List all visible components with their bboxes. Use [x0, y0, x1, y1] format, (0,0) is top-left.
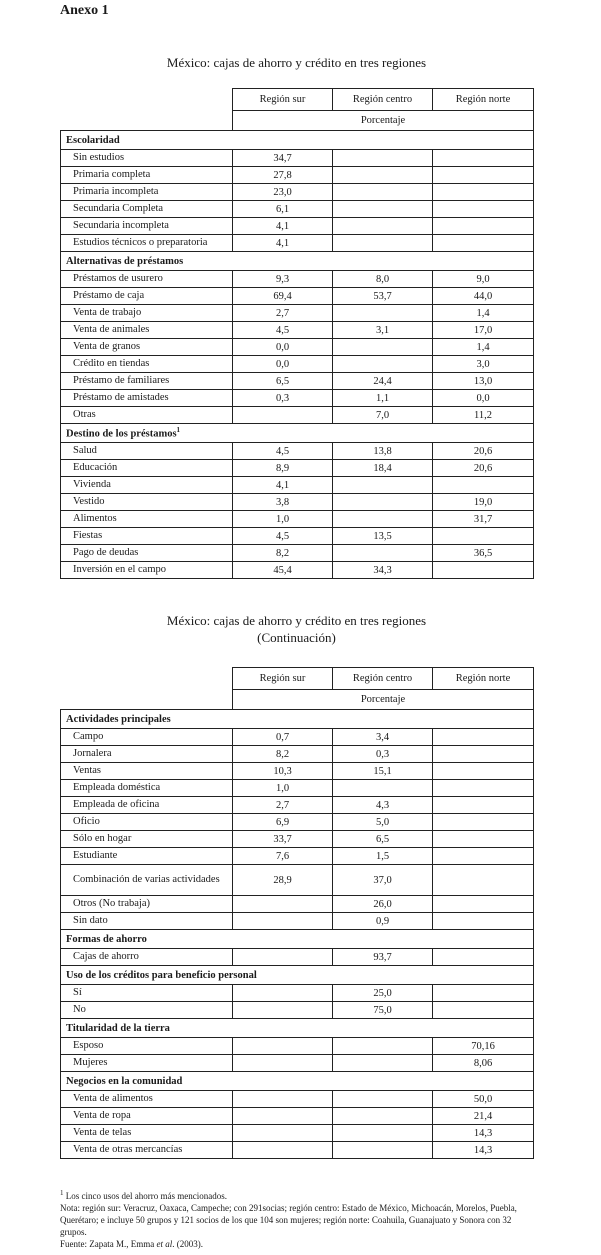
cell-region-centro: [333, 184, 433, 201]
row-label: Préstamo de amistades: [61, 390, 233, 407]
cell-region-norte: 11,2: [433, 407, 534, 424]
footnote-marker: 1: [60, 1189, 64, 1197]
cell-region-centro: [333, 218, 433, 235]
fuente-italic: et al: [156, 1239, 173, 1249]
table2-title-line2: (Continuación): [257, 630, 336, 645]
table-row: [61, 780, 534, 797]
section-header-alternativas-de-prestamos: [61, 252, 534, 271]
table-row: [61, 339, 534, 356]
row-label: Esposo: [61, 1038, 233, 1055]
header-region-norte: Región norte: [433, 89, 534, 111]
cell-region-sur: 6,5: [233, 373, 333, 390]
cell-region-sur: 0,3: [233, 390, 333, 407]
section-header-actividades-principales: [61, 710, 534, 729]
row-label: Secundaria Completa: [61, 201, 233, 218]
row-label: Ventas: [61, 763, 233, 780]
section-row: [61, 1019, 534, 1038]
cell-region-sur: [233, 1142, 333, 1159]
table-row: [61, 288, 534, 305]
table-row: [61, 1002, 534, 1019]
fuente-text: [60, 1238, 540, 1250]
cell-region-centro: [333, 356, 433, 373]
cell-region-sur: [233, 1091, 333, 1108]
cell-region-centro: [333, 1108, 433, 1125]
row-label: Estudios técnicos o preparatoria: [61, 235, 233, 252]
cell-region-centro: [333, 150, 433, 167]
cell-region-norte: [433, 797, 534, 814]
cell-region-sur: 27,8: [233, 167, 333, 184]
header-region-centro: Región centro: [333, 89, 433, 111]
header-region-sur: Región sur: [233, 668, 333, 690]
cell-region-centro: 25,0: [333, 985, 433, 1002]
table-row: [61, 949, 534, 966]
cell-region-sur: [233, 1038, 333, 1055]
table-row: [61, 831, 534, 848]
row-label: Venta de ropa: [61, 1108, 233, 1125]
cell-region-norte: 17,0: [433, 322, 534, 339]
row-label: Educación: [61, 460, 233, 477]
cell-region-norte: 1,4: [433, 339, 534, 356]
table-row: [61, 511, 534, 528]
cell-region-centro: 3,4: [333, 729, 433, 746]
footnote-text: Los cinco usos del ahorro más mencionados.: [63, 1191, 227, 1201]
row-label: Campo: [61, 729, 233, 746]
cell-region-sur: 4,5: [233, 322, 333, 339]
cell-region-centro: 1,1: [333, 390, 433, 407]
table-row: [61, 373, 534, 390]
cell-region-sur: 0,0: [233, 356, 333, 373]
footnote: [60, 1187, 540, 1202]
cell-region-norte: 44,0: [433, 288, 534, 305]
header-unit: Porcentaje: [233, 111, 534, 131]
row-label: Primaria incompleta: [61, 184, 233, 201]
header-region-centro: Región centro: [333, 668, 433, 690]
row-label: Préstamo de familiares: [61, 373, 233, 390]
cell-region-norte: 14,3: [433, 1125, 534, 1142]
table-row: [61, 985, 534, 1002]
cell-region-centro: [333, 1038, 433, 1055]
cell-region-sur: 8,2: [233, 545, 333, 562]
table-row: [61, 322, 534, 339]
cell-region-centro: [333, 235, 433, 252]
cell-region-centro: 37,0: [333, 865, 433, 896]
cell-region-norte: 8,06: [433, 1055, 534, 1072]
table-row: [61, 494, 534, 511]
table2-title: [60, 612, 533, 646]
section-title: Escolaridad: [66, 134, 120, 146]
table-row: [61, 797, 534, 814]
section-row: [61, 966, 534, 985]
row-label: Sí: [61, 985, 233, 1002]
table-row: [61, 201, 534, 218]
cell-region-norte: [433, 780, 534, 797]
cell-region-centro: [333, 1055, 433, 1072]
cell-region-sur: 9,3: [233, 271, 333, 288]
cell-region-centro: [333, 511, 433, 528]
row-label: Sólo en hogar: [61, 831, 233, 848]
cell-region-norte: 1,4: [433, 305, 534, 322]
table-row: [61, 1038, 534, 1055]
section-header-escolaridad: [61, 131, 534, 150]
cell-region-sur: 28,9: [233, 865, 333, 896]
table-row: [61, 729, 534, 746]
footnote-marker: 1: [176, 426, 181, 435]
cell-region-norte: [433, 562, 534, 579]
cell-region-centro: 75,0: [333, 1002, 433, 1019]
section-header-destino-de-los-prestamos: [61, 424, 534, 443]
cell-region-centro: 34,3: [333, 562, 433, 579]
table-row: [61, 443, 534, 460]
cell-region-centro: [333, 477, 433, 494]
cell-region-norte: [433, 865, 534, 896]
section-row: [61, 424, 534, 443]
table-row: [61, 271, 534, 288]
row-label: Vestido: [61, 494, 233, 511]
cell-region-sur: 23,0: [233, 184, 333, 201]
row-label: Jornalera: [61, 746, 233, 763]
cell-region-centro: [333, 1142, 433, 1159]
section-title: Alternativas de préstamos: [66, 255, 184, 267]
cell-region-sur: 4,1: [233, 235, 333, 252]
row-label: Inversión en el campo: [61, 562, 233, 579]
cell-region-sur: [233, 949, 333, 966]
row-label: Empleada doméstica: [61, 780, 233, 797]
table-row: [61, 1055, 534, 1072]
cell-region-norte: 20,6: [433, 460, 534, 477]
table2-title-line1: México: cajas de ahorro y crédito en tres regiones: [166, 613, 427, 628]
cell-region-norte: [433, 729, 534, 746]
cell-region-centro: 5,0: [333, 814, 433, 831]
table-row: [61, 460, 534, 477]
header-region-sur: Región sur: [233, 89, 333, 111]
table-row: [61, 218, 534, 235]
row-label: Empleada de oficina: [61, 797, 233, 814]
row-label: Secundaria incompleta: [61, 218, 233, 235]
annex-title: Anexo 1: [60, 3, 109, 18]
section-row: [61, 1072, 534, 1091]
table-row: [61, 746, 534, 763]
cell-region-sur: 69,4: [233, 288, 333, 305]
header-blank: [61, 668, 233, 710]
cell-region-sur: [233, 1125, 333, 1142]
cell-region-norte: [433, 201, 534, 218]
cell-region-centro: 4,3: [333, 797, 433, 814]
row-label: Sin estudios: [61, 150, 233, 167]
table-row: [61, 390, 534, 407]
table-row: [61, 896, 534, 913]
table-row: [61, 1125, 534, 1142]
cell-region-norte: [433, 763, 534, 780]
row-label: Salud: [61, 443, 233, 460]
cell-region-norte: [433, 235, 534, 252]
row-label: Estudiante: [61, 848, 233, 865]
cell-region-centro: [333, 201, 433, 218]
cell-region-sur: 34,7: [233, 150, 333, 167]
cell-region-centro: 18,4: [333, 460, 433, 477]
fuente-prefix: Fuente: Zapata M., Emma: [60, 1239, 157, 1249]
cell-region-centro: 3,1: [333, 322, 433, 339]
cell-region-norte: 70,16: [433, 1038, 534, 1055]
table-row: [61, 150, 534, 167]
cell-region-norte: 3,0: [433, 356, 534, 373]
row-label: Fiestas: [61, 528, 233, 545]
header-blank: [61, 89, 233, 131]
table-row: [61, 184, 534, 201]
table1-title: México: cajas de ahorro y crédito en tres regiones: [166, 55, 427, 70]
cell-region-centro: 1,5: [333, 848, 433, 865]
cell-region-sur: [233, 1055, 333, 1072]
cell-region-sur: [233, 985, 333, 1002]
row-label: Combinación de varias actividades: [61, 865, 233, 896]
section-header-formas-de-ahorro: [61, 930, 534, 949]
section-row: [61, 710, 534, 729]
row-label: Otras: [61, 407, 233, 424]
row-label: Otros (No trabaja): [61, 896, 233, 913]
cell-region-centro: [333, 545, 433, 562]
table-row: [61, 814, 534, 831]
section-header-uso-de-los-creditos-para-beneficio-personal: [61, 966, 534, 985]
table-2: [60, 667, 534, 1159]
table-row: [61, 1108, 534, 1125]
table-row: [61, 528, 534, 545]
section-row: [61, 930, 534, 949]
cell-region-centro: 8,0: [333, 271, 433, 288]
section-row: [61, 252, 534, 271]
table-row: [61, 356, 534, 373]
row-label: No: [61, 1002, 233, 1019]
cell-region-sur: 2,7: [233, 305, 333, 322]
cell-region-sur: [233, 407, 333, 424]
table-row: [61, 407, 534, 424]
section-title: Formas de ahorro: [66, 933, 147, 945]
cell-region-sur: 3,8: [233, 494, 333, 511]
cell-region-norte: [433, 477, 534, 494]
row-label: Pago de deudas: [61, 545, 233, 562]
cell-region-norte: [433, 814, 534, 831]
cell-region-centro: [333, 494, 433, 511]
cell-region-norte: 50,0: [433, 1091, 534, 1108]
cell-region-centro: [333, 1125, 433, 1142]
cell-region-norte: 36,5: [433, 545, 534, 562]
cell-region-centro: 53,7: [333, 288, 433, 305]
cell-region-norte: [433, 848, 534, 865]
row-label: Venta de animales: [61, 322, 233, 339]
cell-region-sur: [233, 1002, 333, 1019]
cell-region-sur: 8,9: [233, 460, 333, 477]
fuente-suffix: . (2003).: [172, 1239, 203, 1249]
cell-region-sur: 10,3: [233, 763, 333, 780]
cell-region-norte: [433, 831, 534, 848]
row-label: Mujeres: [61, 1055, 233, 1072]
cell-region-sur: 45,4: [233, 562, 333, 579]
cell-region-sur: 33,7: [233, 831, 333, 848]
header-region-norte: Región norte: [433, 668, 534, 690]
cell-region-centro: 0,3: [333, 746, 433, 763]
cell-region-centro: 15,1: [333, 763, 433, 780]
cell-region-norte: 20,6: [433, 443, 534, 460]
cell-region-sur: 4,1: [233, 477, 333, 494]
cell-region-sur: 1,0: [233, 511, 333, 528]
row-label: Cajas de ahorro: [61, 949, 233, 966]
cell-region-sur: [233, 913, 333, 930]
row-label: Oficio: [61, 814, 233, 831]
row-label: Venta de alimentos: [61, 1091, 233, 1108]
cell-region-norte: [433, 528, 534, 545]
row-label: Primaria completa: [61, 167, 233, 184]
cell-region-centro: 13,8: [333, 443, 433, 460]
cell-region-centro: [333, 1091, 433, 1108]
section-title: Uso de los créditos para beneficio personal: [66, 969, 257, 981]
cell-region-norte: [433, 913, 534, 930]
cell-region-sur: [233, 1108, 333, 1125]
section-title: Actividades principales: [66, 713, 171, 725]
cell-region-norte: 13,0: [433, 373, 534, 390]
cell-region-norte: [433, 949, 534, 966]
cell-region-sur: 0,7: [233, 729, 333, 746]
table-row: [61, 865, 534, 896]
cell-region-centro: 0,9: [333, 913, 433, 930]
cell-region-centro: 13,5: [333, 528, 433, 545]
section-title: Negocios en la comunidad: [66, 1075, 183, 1087]
table-row: [61, 1091, 534, 1108]
cell-region-centro: [333, 305, 433, 322]
cell-region-sur: [233, 896, 333, 913]
cell-region-norte: [433, 184, 534, 201]
row-label: Alimentos: [61, 511, 233, 528]
cell-region-centro: 7,0: [333, 407, 433, 424]
cell-region-centro: 26,0: [333, 896, 433, 913]
cell-region-norte: [433, 985, 534, 1002]
row-label: Préstamos de usurero: [61, 271, 233, 288]
table-1: [60, 88, 534, 579]
table-row: [61, 545, 534, 562]
cell-region-centro: [333, 780, 433, 797]
table-row: [61, 913, 534, 930]
row-label: Préstamo de caja: [61, 288, 233, 305]
cell-region-sur: 4,5: [233, 443, 333, 460]
cell-region-norte: [433, 896, 534, 913]
table-row: [61, 167, 534, 184]
cell-region-sur: 2,7: [233, 797, 333, 814]
cell-region-centro: 6,5: [333, 831, 433, 848]
table-row: [61, 848, 534, 865]
header-unit: Porcentaje: [233, 690, 534, 710]
cell-region-sur: 0,0: [233, 339, 333, 356]
row-label: Crédito en tiendas: [61, 356, 233, 373]
cell-region-norte: [433, 167, 534, 184]
section-title: Destino de los préstamos: [66, 428, 177, 440]
cell-region-sur: 7,6: [233, 848, 333, 865]
table-row: [61, 305, 534, 322]
section-title: Titularidad de la tierra: [66, 1022, 170, 1034]
row-label: Sin dato: [61, 913, 233, 930]
cell-region-centro: 93,7: [333, 949, 433, 966]
table-row: [61, 477, 534, 494]
table-row: [61, 235, 534, 252]
notes: [60, 1187, 540, 1250]
cell-region-norte: [433, 150, 534, 167]
cell-region-sur: 1,0: [233, 780, 333, 797]
table-row: [61, 1142, 534, 1159]
row-label: Vivienda: [61, 477, 233, 494]
section-row: [61, 131, 534, 150]
table-row: [61, 763, 534, 780]
row-label: Venta de telas: [61, 1125, 233, 1142]
cell-region-norte: 9,0: [433, 271, 534, 288]
table-row: [61, 562, 534, 579]
cell-region-norte: [433, 746, 534, 763]
row-label: Venta de trabajo: [61, 305, 233, 322]
cell-region-norte: [433, 218, 534, 235]
section-header-titularidad-de-la-tierra: [61, 1019, 534, 1038]
cell-region-sur: 6,9: [233, 814, 333, 831]
section-header-negocios-en-la-comunidad: [61, 1072, 534, 1091]
cell-region-centro: [333, 167, 433, 184]
cell-region-centro: 24,4: [333, 373, 433, 390]
cell-region-sur: 4,1: [233, 218, 333, 235]
cell-region-norte: 0,0: [433, 390, 534, 407]
cell-region-norte: 19,0: [433, 494, 534, 511]
cell-region-sur: 8,2: [233, 746, 333, 763]
cell-region-norte: 21,4: [433, 1108, 534, 1125]
cell-region-sur: 4,5: [233, 528, 333, 545]
cell-region-norte: 31,7: [433, 511, 534, 528]
nota-text: Nota: región sur: Veracruz, Oaxaca, Campeche; con 291socias; región centro: Estado de México, Michoacán, Morelos, Puebla, Querétaro; e incluye 50 grupos y 121 socios de los que 104 son mujeres; región norte: Coahuila, Guanajuato y Sonora con 32 grupos.: [60, 1203, 517, 1237]
cell-region-norte: 14,3: [433, 1142, 534, 1159]
row-label: Venta de otras mercancías: [61, 1142, 233, 1159]
cell-region-norte: [433, 1002, 534, 1019]
cell-region-centro: [333, 339, 433, 356]
row-label: Venta de granos: [61, 339, 233, 356]
cell-region-sur: 6,1: [233, 201, 333, 218]
